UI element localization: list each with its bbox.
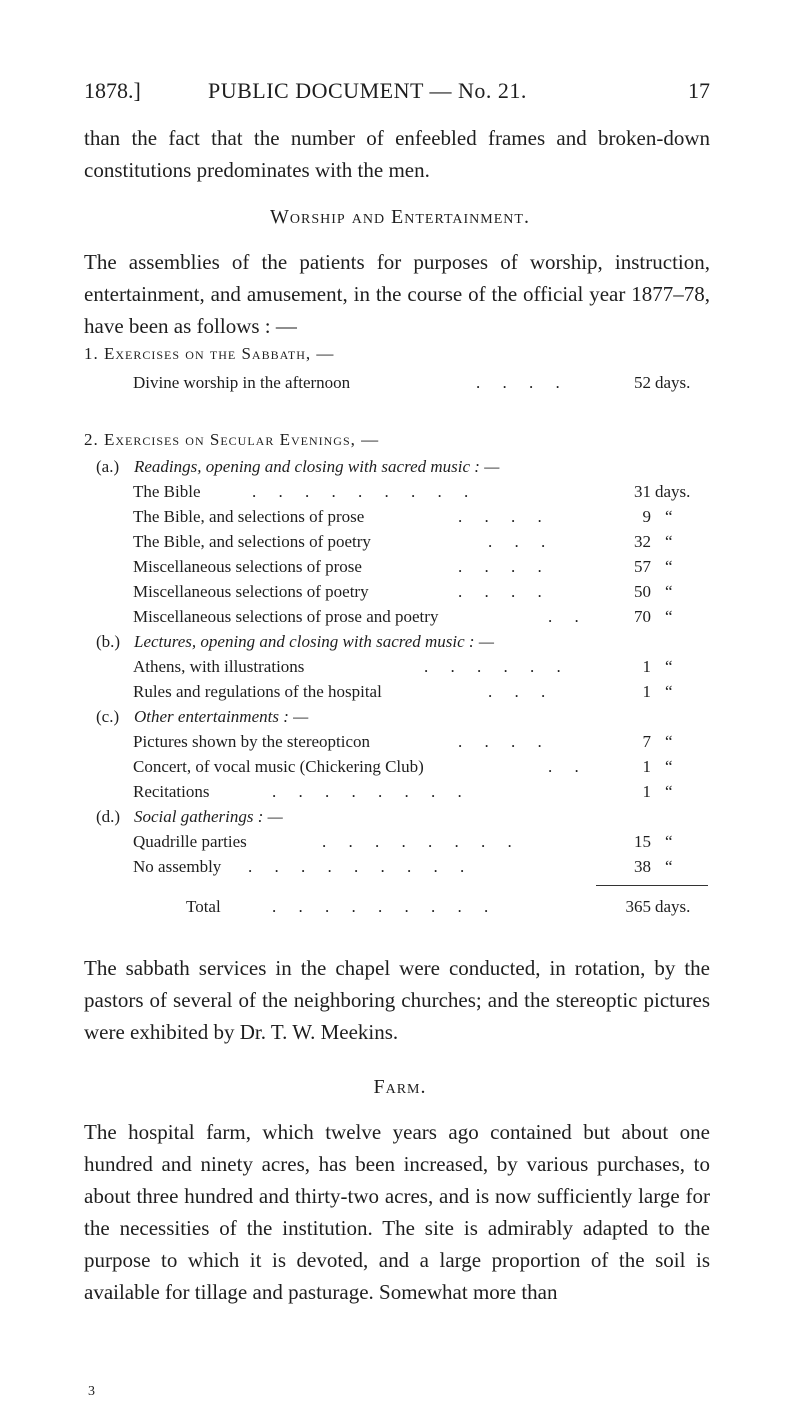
group-letter: (a.) — [96, 457, 120, 476]
row-unit: “ — [665, 582, 673, 601]
row-value: 50 — [634, 582, 651, 601]
row-unit: “ — [665, 507, 673, 526]
row-value: 38 — [634, 857, 651, 876]
row-value: 1 — [642, 682, 651, 701]
row-label: Pictures shown by the stereopticon — [133, 732, 371, 751]
row-leader: . . — [548, 607, 588, 626]
row-value: 32 — [634, 532, 651, 551]
row-value: 7 — [642, 732, 651, 751]
table-row — [0, 732, 800, 758]
group-title: Readings, opening and closing with sacred music : — — [134, 457, 500, 476]
table-row — [0, 607, 800, 633]
table-row — [0, 373, 800, 399]
farm-paragraph: The hospital farm, which twelve years ago contained but about one hundred and ninety acres, has been increased, by various purchases, to about three hundred and thirty-two acres, and is now sufficiently large for the necessities of the institution. The site is admirably adapted to the purpose to which it is devoted, and a large proportion of the soil is available for tillage and pasturage. Somewhat more than — [84, 1120, 710, 1304]
total-row — [0, 897, 800, 923]
group-c-heading — [96, 707, 696, 731]
group-a-heading — [96, 457, 696, 481]
row-unit: “ — [665, 832, 673, 851]
row-leader: . . . . . . . . . — [248, 857, 474, 876]
intro-paragraph: than the fact that the number of enfeebled frames and broken-down constitutions predominates with the men. — [84, 126, 710, 182]
table-row — [0, 557, 800, 583]
row-label: Quadrille parties — [133, 832, 247, 851]
row-label: Miscellaneous selections of prose and poetry — [133, 607, 439, 626]
row-leader: . . . . — [458, 582, 551, 601]
row-unit: days. — [655, 482, 691, 501]
table-row — [0, 857, 800, 883]
table-row — [0, 682, 800, 708]
row-leader: . . — [548, 757, 588, 776]
row-value: 70 — [634, 607, 651, 626]
row-label: The Bible, and selections of prose — [133, 507, 365, 526]
row-unit: “ — [665, 657, 673, 676]
group-d-heading — [96, 807, 696, 831]
row-label: Miscellaneous selections of prose — [133, 557, 362, 576]
table-row — [0, 782, 800, 808]
row-leader: . . . . . . . . . — [272, 897, 498, 916]
row-unit: “ — [665, 682, 673, 701]
row-value: 1 — [642, 657, 651, 676]
group-letter: (c.) — [96, 707, 120, 726]
row-leader: . . . . . . . . — [272, 782, 471, 801]
row-label: No assembly — [133, 857, 222, 876]
group-title: Lectures, opening and closing with sacred music : — — [134, 632, 494, 651]
signature-mark: 3 — [88, 1384, 95, 1399]
row-leader: . . . . — [458, 507, 551, 526]
row-value: 9 — [642, 507, 651, 526]
group-title: Social gatherings : — — [134, 807, 283, 826]
row-label: Concert, of vocal music (Chickering Club) — [133, 757, 424, 776]
total-label: Total — [186, 897, 221, 916]
section1-title: 1. Exercises on the Sabbath, — — [84, 344, 335, 363]
table-row — [0, 582, 800, 608]
row-leader: . . . . — [458, 557, 551, 576]
row-unit: “ — [665, 782, 673, 801]
group-b-heading — [96, 632, 696, 656]
group-letter: (d.) — [96, 807, 121, 826]
page-header — [84, 78, 710, 108]
row-value: 31 — [634, 482, 651, 501]
row-leader: . . . . — [458, 732, 551, 751]
row-leader: . . . — [488, 532, 555, 551]
total-rule — [596, 885, 708, 886]
row-value: 57 — [634, 557, 651, 576]
total-value: 365 — [625, 897, 651, 916]
row-label: Rules and regulations of the hospital — [133, 682, 382, 701]
group-title: Other entertainments : — — [134, 707, 309, 726]
row-unit: “ — [665, 532, 673, 551]
row-value: 1 — [642, 757, 651, 776]
table-row — [0, 532, 800, 558]
row-leader: . . . . . . — [424, 657, 570, 676]
row-leader: . . . . . . . . . — [252, 482, 478, 501]
farm-heading: Farm. — [373, 1076, 427, 1098]
row-unit: “ — [665, 607, 673, 626]
row-unit: “ — [665, 557, 673, 576]
row-value: 15 — [634, 832, 651, 851]
table-row — [0, 657, 800, 683]
row-leader: . . . . — [476, 373, 569, 392]
total-unit: days. — [655, 897, 691, 916]
row-leader: . . . . . . . . — [322, 832, 521, 851]
row-value: 1 — [642, 782, 651, 801]
row-label: Recitations — [133, 782, 210, 801]
row-unit: “ — [665, 757, 673, 776]
sabbath-paragraph: The sabbath services in the chapel were conducted, in rotation, by the pastors of several of the neighboring churches; and the stereoptic pictures were exhibited by Dr. T. W. Meekins. — [84, 956, 710, 1044]
row-label: The Bible, and selections of poetry — [133, 532, 371, 551]
worship-heading: Worship and Entertainment. — [270, 206, 530, 228]
row-label: Miscellaneous selections of poetry — [133, 582, 369, 601]
row-leader: . . . — [488, 682, 555, 701]
row-label: Athens, with illustrations — [133, 657, 305, 676]
row-unit: “ — [665, 732, 673, 751]
group-letter: (b.) — [96, 632, 121, 651]
row-unit: days. — [655, 373, 691, 392]
table-row — [0, 832, 800, 858]
row-unit: “ — [665, 857, 673, 876]
worship-paragraph: The assemblies of the patients for purposes of worship, instruction, entertainment, and amusement, in the course of the official year 1877–78, have been as follows : — — [84, 250, 710, 338]
table-row — [0, 757, 800, 783]
table-row — [0, 507, 800, 533]
row-value: 52 — [634, 373, 651, 392]
header-year: 1878.] — [84, 78, 141, 103]
section2-title: 2. Exercises on Secular Evenings, — — [84, 430, 380, 449]
table-row — [0, 482, 800, 508]
row-label: Divine worship in the afternoon — [133, 373, 351, 392]
page-number: 17 — [688, 78, 710, 103]
header-title: PUBLIC DOCUMENT — No. 21. — [208, 78, 527, 103]
row-label: The Bible — [133, 482, 201, 501]
